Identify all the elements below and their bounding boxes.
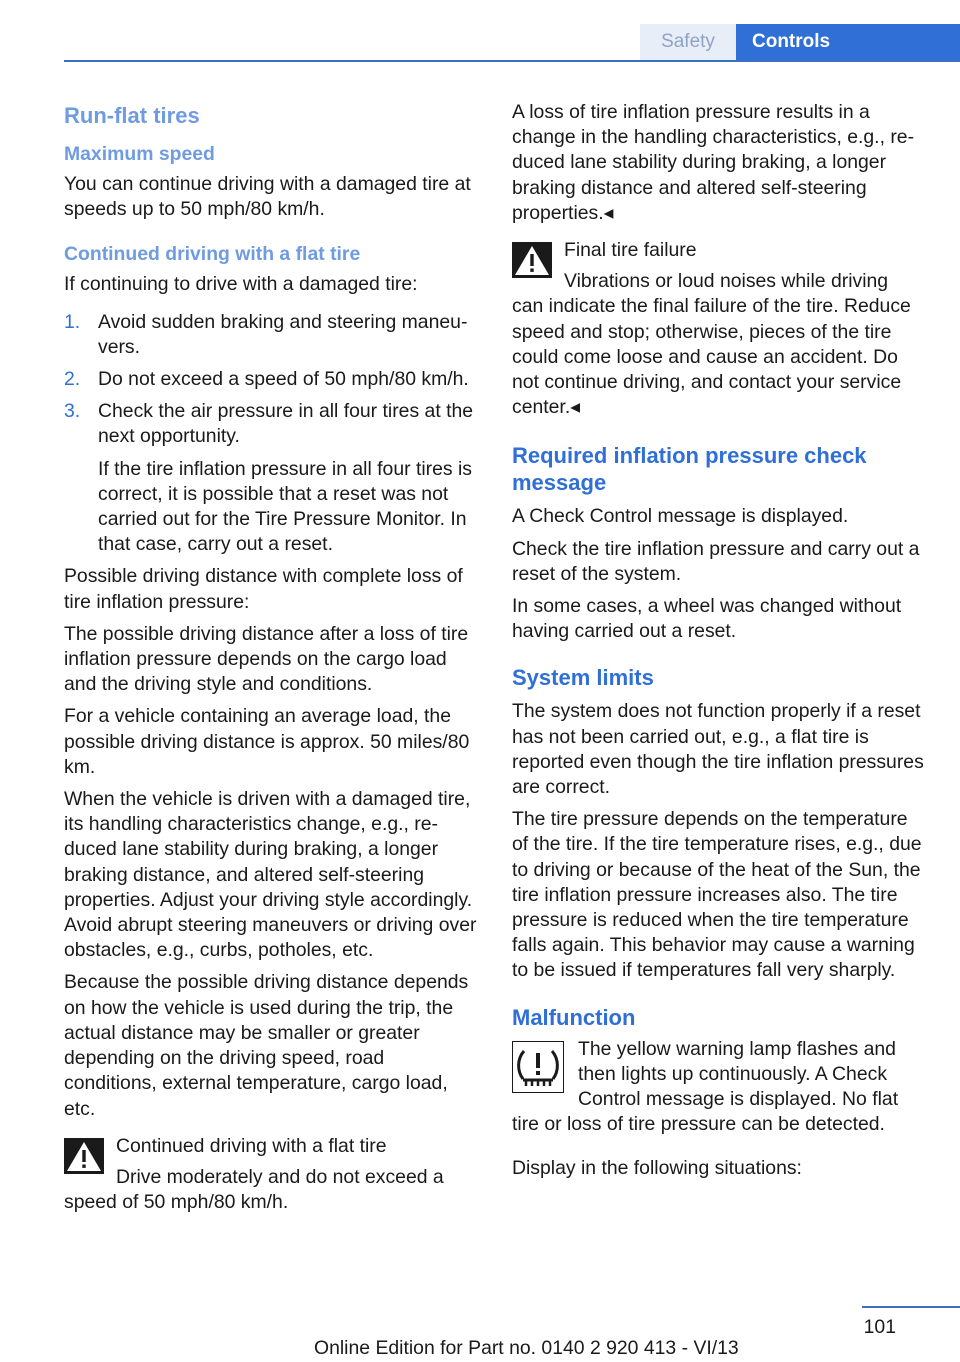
tire-pressure-warning-lamp-icon <box>512 1041 564 1093</box>
list-number: 2. <box>64 368 81 391</box>
warning-triangle-icon <box>512 242 552 278</box>
tab-controls[interactable]: Controls <box>736 24 960 62</box>
list-number: 3. <box>64 400 81 423</box>
right-column <box>512 100 924 1188</box>
heading-required-inflation: Required inflation pressure check message <box>512 443 867 496</box>
list-text: Avoid sudden braking and steering maneuvers. <box>98 310 468 358</box>
list-item <box>64 399 480 557</box>
paragraph: Possible driving distance with complete loss of tire inflation pressure: <box>64 565 463 613</box>
warning-triangle-icon <box>64 1138 104 1174</box>
paragraph: The possible driving distance after a loss of tire inflation pressure depends on the cargo load and the driving style and conditions. <box>64 622 469 696</box>
page-footer <box>0 1300 960 1360</box>
list-number: 1. <box>64 310 81 333</box>
warning-text: Vibrations or loud noises while driving can indicate the final failure of the tire. Reduce speed and stop; otherwise, pieces of the tire could come loose and cause an accident. Do not continue driving, and contact your service center.◂ <box>512 270 911 419</box>
page-number: 101 <box>863 1316 896 1338</box>
malfunction-note <box>512 1037 924 1138</box>
max-speed-text: You can continue driving with a damaged tire at speeds up to 50 mph/80 km/h. <box>64 173 471 221</box>
section-title-run-flat: Run-flat tires <box>64 103 200 128</box>
warning-title: Final tire failure <box>564 239 697 262</box>
heading-maximum-speed: Maximum speed <box>64 143 215 165</box>
tab-safety[interactable]: Safety <box>640 24 736 60</box>
paragraph: For a vehicle containing an average load, the possible driving distance is approx. 50 miles/80 km. <box>64 705 470 778</box>
malfunction-text: The yellow warning lamp flashes and then lights up continuously. A Check Control message is displayed. No flat tire or loss of tire pressure can be detected. <box>512 1037 899 1136</box>
paragraph: The system does not function properly if a reset has not been carried out, e.g., a flat tire is reported even though the tire inflation pressures are correct. <box>512 700 924 799</box>
left-column <box>64 100 480 1223</box>
list-text: Do not exceed a speed of 50 mph/80 km/h. <box>98 368 469 391</box>
paragraph: A loss of tire inflation pressure results in a change in the handling characteristics, e.g., reduced lane stability during braking, a longer braking distance and altered self-steering properties.◂ <box>512 101 915 224</box>
list-item <box>64 367 480 392</box>
heading-continued-driving: Continued driving with a flat tire <box>64 243 361 266</box>
paragraph: In some cases, a wheel was changed without having carried out a reset. <box>512 595 902 643</box>
footer-rule <box>862 1306 960 1308</box>
list-text: Check the air pressure in all four tires at the next opportunity. <box>98 400 474 448</box>
edition-text: Online Edition for Part no. 0140 2 920 413 - VI/13 <box>314 1337 739 1359</box>
warning-note <box>512 238 924 420</box>
paragraph: When the vehicle is driven with a damaged tire, its handling characteristics change, e.g., reduced lane stability during braking, a longer braking distance, and altered self-steering properties. Adjust your driving style accordingly. Avoid abrupt steering maneuvers or driving over obstacles, e.g., curbs, potholes, etc. <box>64 788 477 962</box>
heading-malfunction: Malfunction <box>512 1004 636 1030</box>
page-header <box>0 24 960 62</box>
paragraph: A Check Control message is displayed. <box>512 505 849 528</box>
paragraph: Display in the following situations: <box>512 1156 802 1179</box>
list-item <box>64 310 480 360</box>
continued-intro: If continuing to drive with a damaged tire: <box>64 273 418 296</box>
heading-system-limits: System limits <box>512 665 654 691</box>
paragraph: The tire pressure depends on the temperature of the tire. If the tire temperature rises, e.g., due to driving or because of the heat of the Sun, the tire inflation pressure increases also. The tire pressure is reduced when the tire temperature falls again. This behavior may cause a warning to be issued if temperatures fall very sharply. <box>512 808 922 982</box>
header-rule <box>64 60 960 62</box>
instruction-list <box>64 310 480 558</box>
warning-title: Continued driving with a flat tire <box>116 1134 387 1157</box>
warning-note <box>64 1134 480 1216</box>
list-subtext: If the tire inflation pressure in all four tires is correct, it is possible that a reset was not carried out for the Tire Pressure Monitor. In that case, carry out a reset. <box>98 457 472 556</box>
paragraph: Because the possible driving distance depends on how the vehicle is used during the trip, the actual distance may be smaller or greater depending on the driving speed, road conditions, external temperature, cargo load, etc. <box>64 971 469 1120</box>
warning-text: Drive moderately and do not exceed a speed of 50 mph/80 km/h. <box>64 1165 444 1214</box>
paragraph: Check the tire inflation pressure and carry out a reset of the system. <box>512 537 920 585</box>
